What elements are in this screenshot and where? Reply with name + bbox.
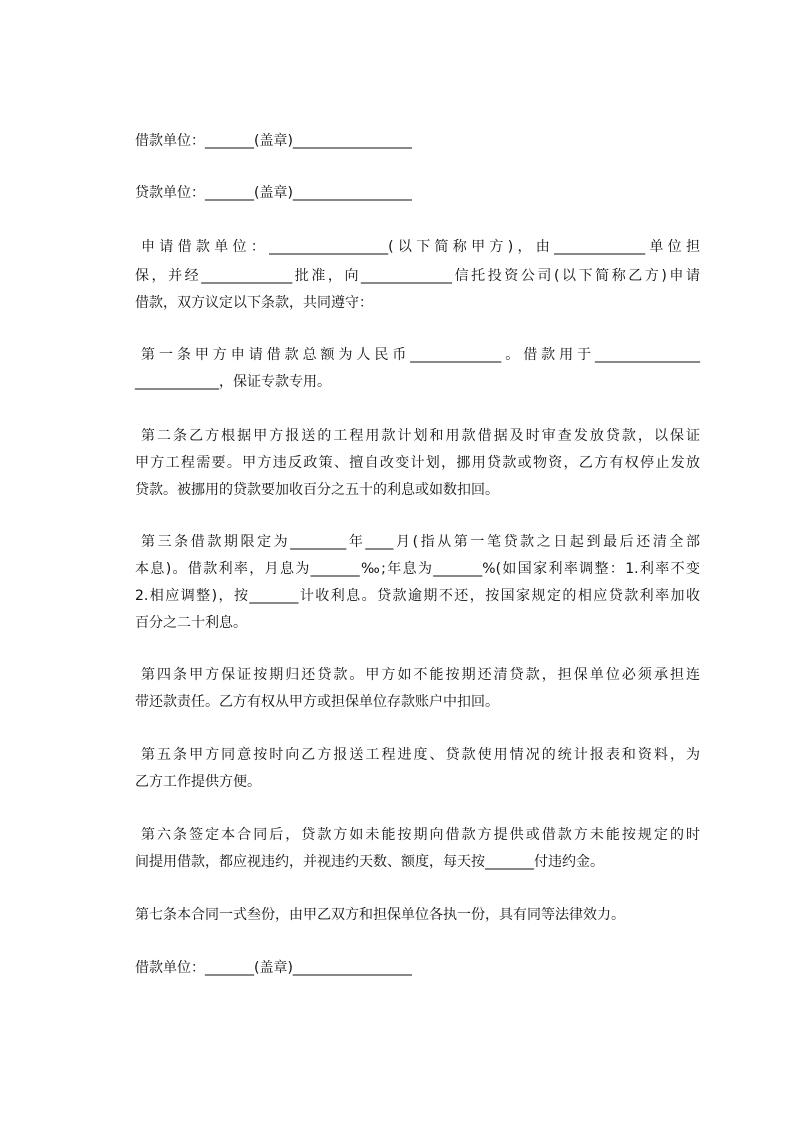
top-lender-signature-line: 贷款单位：_______(盖章)_________________ <box>135 185 412 201</box>
article-3-line-4: 百分之二十利息。 <box>135 615 247 631</box>
article-5-line-2: 乙方工作提供方便。 <box>135 774 261 790</box>
intro-line-2: 保，并经_____________批准，向_____________信托投资公司(以下简称乙方)申请 <box>135 268 700 284</box>
article-1-line-2: ____________，保证专款专用。 <box>135 374 331 390</box>
top-borrower-signature-line: 借款单位：_______(盖章)_________________ <box>135 133 412 149</box>
article-7-line: 第七条本合同一式叁份，由甲乙双方和担保单位各执一份，具有同等法律效力。 <box>135 907 625 923</box>
article-3-line-1: 第三条借款期限定为________年____月(指从第一笔贷款之日起到最后还清全部 <box>141 534 700 550</box>
intro-line-1: 申请借款单位：_________________(以下简称甲方)，由_____________单位担 <box>141 239 700 255</box>
article-1-line-1: 第一条甲方申请借款总额为人民币_____________。借款用于_______________ <box>141 347 700 363</box>
article-4-line-1: 第四条甲方保证按期归还贷款。甲方如不能按期还清贷款，担保单位必须承担连 <box>141 667 700 683</box>
article-2-line-2: 甲方工程需要。甲方违反政策、擅自改变计划，挪用贷款或物资，乙方有权停止发放 <box>135 455 700 471</box>
article-3-line-3: 2.相应调整)，按_______计收利息。贷款逾期不还，按国家规定的相应贷款利率加收 <box>135 588 700 604</box>
intro-line-3: 借款，双方议定以下条款，共同遵守： <box>135 295 373 311</box>
article-2-line-1: 第二条乙方根据甲方报送的工程用款计划和用款借据及时审查发放贷款，以保证 <box>141 428 700 444</box>
article-6-line-2: 间提用借款，都应视违约，并视违约天数、额度，每天按_______付违约金。 <box>135 854 604 870</box>
article-2-line-3: 贷款。被挪用的贷款要加收百分之五十的利息或如数扣回。 <box>135 482 499 498</box>
article-5-line-1: 第五条甲方同意按时向乙方报送工程进度、贷款使用情况的统计报表和资料，为 <box>141 747 700 763</box>
bottom-borrower-signature-line: 借款单位：_______(盖章)_________________ <box>135 960 412 976</box>
article-6-line-1: 第六条签定本合同后，贷款方如未能按期向借款方提供或借款方未能按规定的时 <box>141 827 700 843</box>
article-3-line-2: 本息)。借款利率，月息为_______‰;年息为_______%(如国家利率调整：1.利率不变 <box>135 561 700 577</box>
article-4-line-2: 带还款责任。乙方有权从甲方或担保单位存款账户中扣回。 <box>135 694 499 710</box>
